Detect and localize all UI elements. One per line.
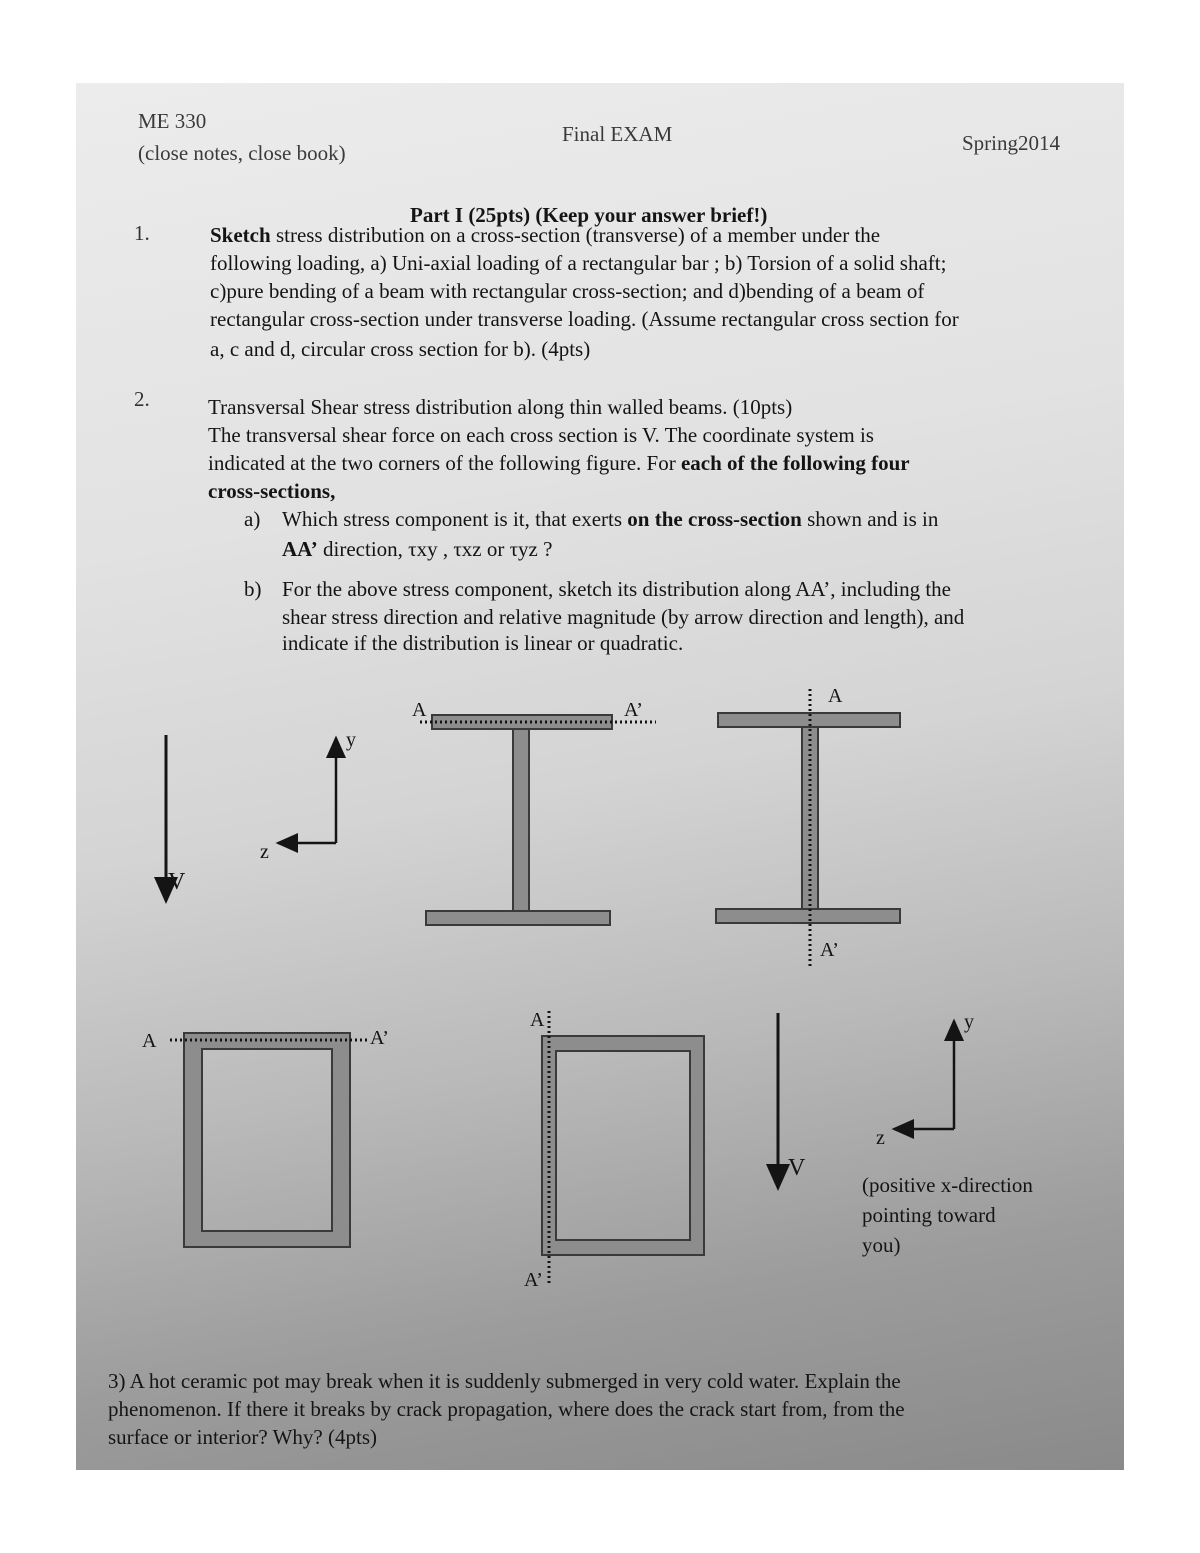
- i-beam-section-1: [420, 715, 656, 925]
- box-section-1: [170, 1033, 368, 1247]
- q1-line2: following loading, a) Uni-axial loading of a rectangular bar ; b) Torsion of a solid shaft;: [210, 251, 947, 275]
- i-beam-section-2: [716, 689, 900, 969]
- q2-line2: The transversal shear force on each cross section is V. The coordinate system is: [208, 423, 874, 447]
- q2-line3-text: indicated at the two corners of the following figure. For: [208, 451, 681, 475]
- point-a-prime-label-3: A’: [370, 1027, 389, 1049]
- q1-line3: c)pure bending of a beam with rectangular cross-section; and d)bending of a beam of: [210, 279, 925, 303]
- axis-z-label-left: z: [260, 841, 269, 863]
- point-a-prime-label-1: A’: [624, 699, 643, 721]
- x-direction-note-line2: pointing toward: [862, 1203, 996, 1227]
- shear-label-left: V: [168, 869, 186, 895]
- q3-line3: surface or interior? Why? (4pts): [108, 1425, 378, 1449]
- exam-title: Final EXAM: [562, 122, 673, 146]
- x-direction-note-line1: (positive x-direction: [862, 1173, 1033, 1197]
- x-direction-note-line3: you): [862, 1233, 901, 1257]
- q2a-line2-text: direction, τxy , τxz or τyz ?: [317, 537, 553, 561]
- q1-bold-word: Sketch: [210, 223, 271, 247]
- point-a-label-3: A: [142, 1030, 157, 1052]
- box-section-2: [542, 1011, 704, 1283]
- axis-z-label-right: z: [876, 1127, 885, 1149]
- q2a-label: a): [244, 507, 261, 531]
- exam-rules: (close notes, close book): [138, 141, 346, 165]
- point-a-label-1: A: [412, 699, 427, 721]
- q1-line1-text: stress distribution on a cross-section (transverse) of a member under the: [275, 223, 881, 247]
- q2-line3-bold: each of the following four: [680, 451, 910, 475]
- exam-page: [76, 83, 1124, 1470]
- shear-label-right: V: [788, 1155, 806, 1181]
- q2a-line1-pre: Which stress component is it, that exerts: [282, 507, 628, 531]
- axis-y-label-left: y: [346, 729, 356, 751]
- q3-line1: 3) A hot ceramic pot may break when it is suddenly submerged in very cold water. Explain the: [108, 1369, 901, 1393]
- cross-sections-figure: [76, 83, 1124, 1470]
- q2b-label: b): [244, 577, 262, 601]
- q2a-line1-post: shown and is in: [801, 507, 939, 531]
- q1-line5: a, c and d, circular cross section for b). (4pts): [210, 337, 591, 361]
- q1-line4: rectangular cross-section under transverse loading. (Assume rectangular cross section for: [210, 307, 959, 331]
- q2-line1: Transversal Shear stress distribution along thin walled beams. (10pts): [208, 395, 793, 419]
- point-a-prime-label-2: A’: [820, 939, 839, 961]
- q2-number: 2.: [134, 387, 150, 411]
- course-code: ME 330: [138, 109, 207, 133]
- q3-line2: phenomenon. If there it breaks by crack propagation, where does the crack start from, from the: [108, 1397, 905, 1421]
- q2b-line2: shear stress direction and relative magnitude (by arrow direction and length), and: [282, 605, 965, 629]
- point-a-label-2: A: [828, 685, 843, 707]
- q2b-line1: For the above stress component, sketch its distribution along AA’, including the: [282, 577, 951, 601]
- q2b-line3: indicate if the distribution is linear or quadratic.: [282, 631, 684, 655]
- exam-term: Spring2014: [962, 131, 1061, 155]
- point-a-prime-label-4: A’: [524, 1269, 543, 1291]
- q2a-line2-bold: AA’: [282, 537, 318, 561]
- q1-number: 1.: [134, 221, 150, 245]
- q2a-line1-bold: on the cross-section: [627, 507, 802, 531]
- axis-y-label-right: y: [964, 1011, 974, 1033]
- part-title: Part I (25pts) (Keep your answer brief!): [410, 203, 768, 227]
- point-a-label-4: A: [530, 1009, 545, 1031]
- q2-line4: cross-sections,: [208, 479, 336, 503]
